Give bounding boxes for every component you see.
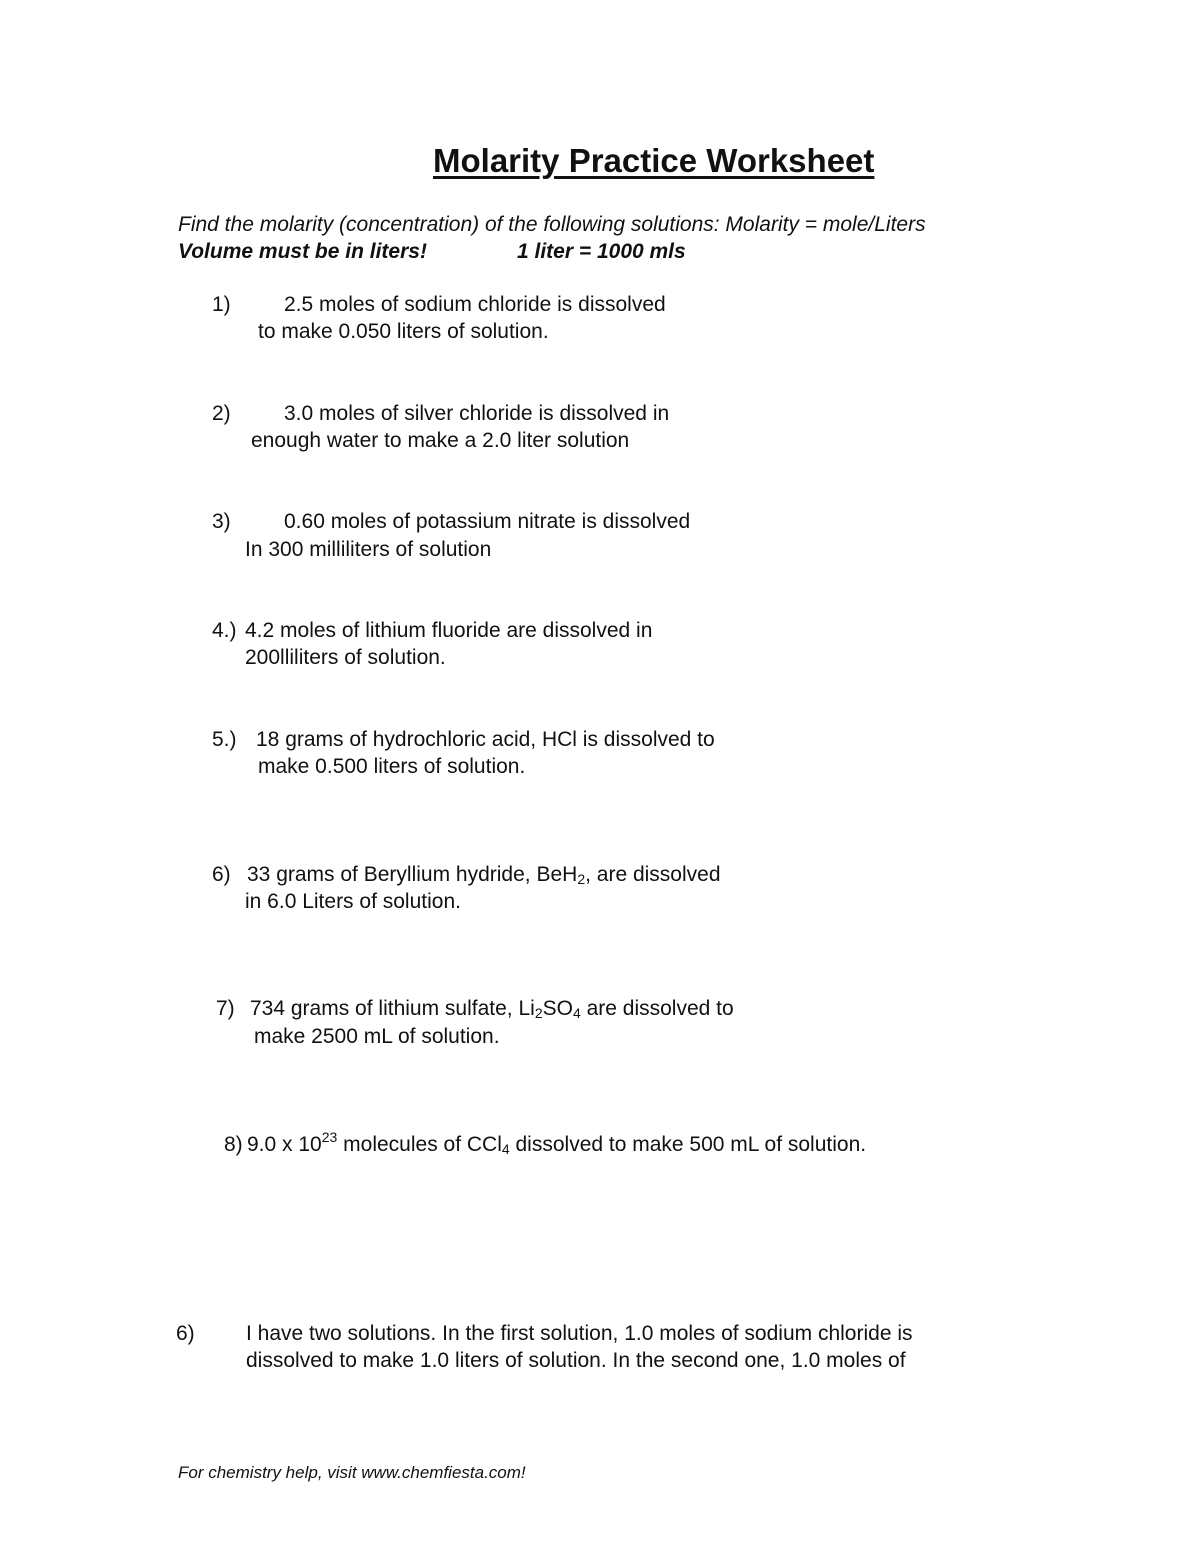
problem-1-number: 1) <box>212 293 231 316</box>
volume-note: Volume must be in liters! <box>178 240 427 263</box>
problem-4-line-1: 4.2 moles of lithium fluoride are dissolved in <box>245 619 653 642</box>
problem-7-line-2: make 2500 mL of solution. <box>254 1025 500 1048</box>
problem-2-line-1: 3.0 moles of silver chloride is dissolved in <box>284 402 670 425</box>
problem-7-line-1: 734 grams of lithium sulfate, $Li_2SO_4$ are dissolved to <box>250 997 734 1021</box>
problem-2-number: 2) <box>212 402 231 425</box>
problem-3-number: 3) <box>212 510 231 533</box>
problem-5-line-2: make 0.500 liters of solution. <box>258 755 526 778</box>
footer-note: For chemistry help, visit www.chemfiesta.com! <box>178 1463 526 1482</box>
problem-3-line-2: In 300 milliliters of solution <box>245 538 492 561</box>
problem-1-line-2: to make 0.050 liters of solution. <box>258 320 549 343</box>
page-title: Molarity Practice Worksheet <box>433 142 875 179</box>
problem-3-line-1: 0.60 moles of potassium nitrate is dissolved <box>284 510 691 533</box>
problem-4-number: 4.) <box>212 619 237 642</box>
problem-8-line-1: 9.0 x $10^{23}$ molecules of CCl$_4$ dissolved to make 500 mL of solution. <box>247 1129 867 1157</box>
problem-6-line-1: 33 grams of Beryllium hydride, BeH$_2$, are dissolved <box>247 863 721 887</box>
instructions-line: Find the molarity (concentration) of the following solutions: Molarity = mole/Liters <box>178 213 926 236</box>
problem-5-number: 5.) <box>212 728 237 751</box>
problem-1-line-1: 2.5 moles of sodium chloride is dissolved <box>284 293 666 316</box>
problem-5-line-1: 18 grams of hydrochloric acid, HCl is dissolved to <box>256 728 715 751</box>
bonus-line-2: dissolved to make 1.0 liters of solution. In the second one, 1.0 moles of <box>246 1349 906 1372</box>
bonus-number: 6) <box>176 1322 195 1345</box>
problem-2-line-2: enough water to make a 2.0 liter solution <box>251 429 630 452</box>
bonus-line-1: I have two solutions. In the first solution, 1.0 moles of sodium chloride is <box>246 1322 913 1345</box>
liter-conversion-note: 1 liter = 1000 mls <box>517 240 686 263</box>
problem-6-number: 6) <box>212 863 231 886</box>
problem-8-number: 8) <box>224 1133 243 1156</box>
problem-7-number: 7) <box>216 997 235 1020</box>
problem-4-line-2: 200lliliters of solution. <box>245 646 446 669</box>
problem-6-line-2: in 6.0 Liters of solution. <box>245 890 461 913</box>
